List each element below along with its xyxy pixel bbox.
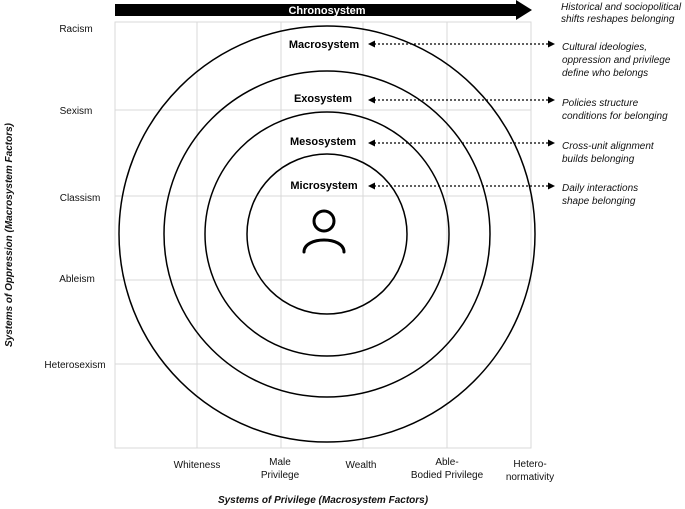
mesosystem-note-line1: Cross-unit alignment	[562, 141, 654, 152]
oppression-item-sexism: Sexism	[59, 106, 93, 117]
chronosystem-note-line2: shifts reshapes belonging	[561, 14, 675, 25]
plot-frame	[115, 22, 531, 448]
level-connectors	[368, 41, 555, 190]
oppression-item-racism: Racism	[59, 24, 93, 35]
oppression-axis	[44, 24, 105, 371]
macrosystem-connector	[368, 41, 555, 48]
privilege-item-whiteness: Whiteness	[173, 460, 221, 471]
microsystem-note-line1: Daily interactions	[562, 183, 639, 194]
oppression-axis-title: Systems of Oppression (Macrosystem Factors)	[4, 123, 15, 347]
chronosystem-arrowhead	[516, 0, 532, 20]
chronosystem-note-line1: Historical and sociopolitical	[561, 2, 682, 13]
privilege-axis-title: Systems of Privilege (Macrosystem Factors)	[217, 495, 429, 506]
microsystem-circle	[247, 154, 407, 314]
chronosystem-label: Chronosystem	[288, 5, 366, 17]
exosystem-circle	[164, 71, 490, 397]
privilege-item-male-line1: Male	[269, 457, 291, 468]
level-label-mesosystem: Mesosystem	[289, 136, 357, 148]
oppression-item-heterosexism: Heterosexism	[44, 360, 106, 371]
chronosystem-arrow	[115, 0, 532, 20]
mesosystem-circle	[205, 112, 449, 356]
exosystem-note-line1: Policies structure	[562, 98, 639, 109]
grid	[115, 22, 531, 448]
macrosystem-circle	[119, 26, 535, 442]
macrosystem-note-line1: Cultural ideologies,	[562, 42, 648, 53]
privilege-item-hetero-line1: Hetero-	[513, 459, 547, 470]
privilege-item-male-line2: Privilege	[260, 470, 300, 481]
privilege-axis	[174, 457, 555, 483]
microsystem-note-line2: shape belonging	[562, 196, 636, 207]
microsystem-connector	[368, 183, 555, 190]
privilege-item-hetero-line2: normativity	[505, 472, 555, 483]
level-notes	[562, 42, 671, 207]
macrosystem-note-line3: define who belongs	[562, 68, 649, 79]
privilege-item-able-line2: Bodied Privilege	[410, 470, 484, 481]
privilege-item-able-line1: Able-	[435, 457, 459, 468]
level-label-microsystem: Microsystem	[290, 180, 358, 192]
privilege-item-wealth: Wealth	[345, 460, 377, 471]
mesosystem-note-line2: builds belonging	[562, 154, 635, 165]
macrosystem-note-line2: oppression and privilege	[562, 55, 671, 66]
exosystem-note-line2: conditions for belonging	[562, 111, 668, 122]
concentric-circles	[119, 26, 535, 442]
person-icon	[304, 211, 344, 252]
level-label-macrosystem: Macrosystem	[288, 39, 360, 51]
level-label-exosystem: Exosystem	[293, 93, 353, 105]
oppression-item-classism: Classism	[59, 193, 101, 204]
exosystem-connector	[368, 97, 555, 104]
oppression-item-ableism: Ableism	[59, 274, 95, 285]
